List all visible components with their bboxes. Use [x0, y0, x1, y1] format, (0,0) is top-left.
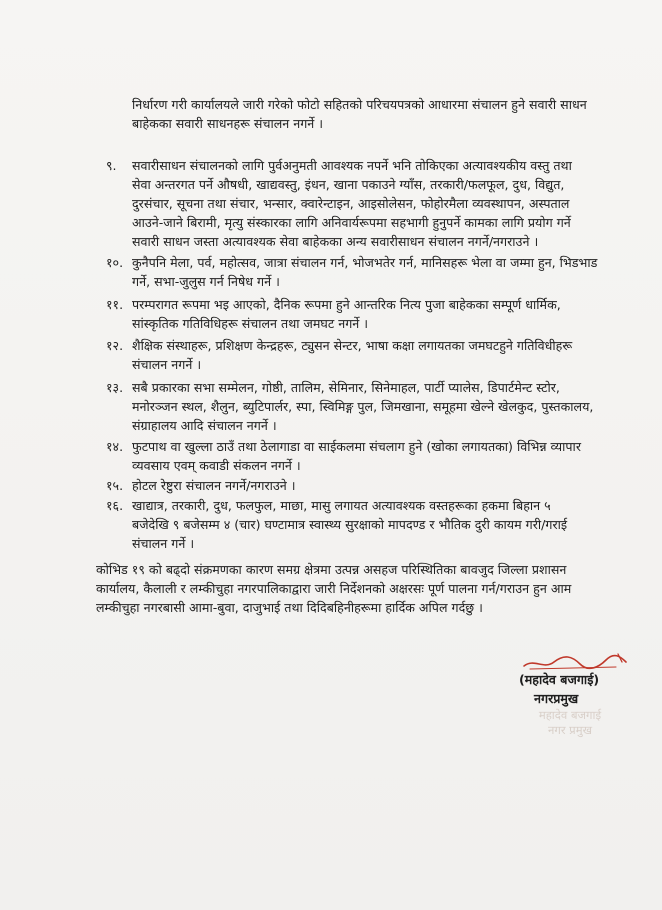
item-line: कुनैपनि मेला, पर्व, महोत्सव, जात्रा संचालन गर्न, भोजभतेर गर्न, मानिसहरू भेला वा जम्मा हुन, भिडभाड: [132, 255, 598, 270]
closing-line: कार्यालय, कैलाली र लम्कीचुहा नगरपालिकाद्वारा जारी निर्देशनको अक्षरसः पूर्ण पालना गर्न/गराउन हुन आम: [96, 581, 572, 596]
item-number: १३.: [106, 380, 124, 395]
item-line: सबै प्रकारका सभा सम्मेलन, गोष्ठी, तालिम, सेमिनार, सिनेमाहल, पार्टी प्यालेस, डिपार्टमेन्ट स्टोर,: [132, 380, 560, 395]
item-line: मनोरञ्जन स्थल, शैलुन, ब्युटिपार्लर, स्पा, स्विमिङ्ग पुल, जिमखाना, समूहमा खेल्ने खेलकुद, पुस्तकालय,: [132, 399, 594, 414]
item-line: गर्ने, सभा-जुलुस गर्न निषेध गर्ने ।: [132, 274, 280, 289]
item-line: बजेदेखि ९ बजेसम्म ४ (चार) घण्टामात्र स्वास्थ्य सुरक्षाको मापदण्ड र भौतिक दुरी कायम गरी/गराई: [132, 517, 568, 532]
item-line: होटल रेष्टुरा संचालन नगर्ने/नगराउने ।: [132, 478, 296, 493]
item-number: १६.: [106, 498, 124, 513]
item-line: दुरसंचार, सूचना तथा संचार, भन्सार, क्वारेन्टाइन, आइसोलेसन, फोहोरमैला व्यवस्थापन, अस्पताल: [132, 196, 570, 211]
item-line: खाद्यात्र, तरकारी, दुध, फलफुल, माछा, मासु लगायत अत्यावश्यक वस्तहरूका हकमा बिहान ५: [132, 498, 551, 513]
closing-line: लम्कीचुहा नगरबासी आमा-बुवा, दाजुभाई तथा दिदिबहिनीहरूमा हार्दिक अपिल गर्दछु ।: [96, 600, 483, 615]
signatory-title: नगरप्रमुख: [534, 691, 579, 706]
item-line: सांस्कृतिक गतिविधिहरू संचालन तथा जमघट नगर्ने ।: [132, 316, 369, 331]
item-number: ९.: [106, 158, 117, 173]
stamp-line: महादेव बजगाई: [538, 708, 602, 722]
item-number: ११.: [106, 297, 124, 312]
item-line: फुटपाथ वा खुल्ला ठाउँ तथा ठेलागाडा वा साईकलमा संचलाग हुने (खोका लगायतका) विभिन्न व्यापार: [132, 439, 581, 454]
item-number: १२.: [106, 338, 124, 353]
intro-line: निर्धारण गरी कार्यालयले जारी गरेको फोटो सहितको परिचयपत्रको आधारमा संचालन हुने सवारी साधन: [132, 97, 587, 112]
item-line: सेवा अन्तरगत पर्ने औषधी, खाद्यवस्तु, इंधन, खाना पकाउने ग्याँस, तरकारी/फलफूल, दुध, विद्युत,: [132, 177, 565, 192]
stamp-line: नगर प्रमुख: [547, 723, 593, 737]
item-number: १५.: [106, 478, 124, 493]
signatory-name: (महादेव बजगाई): [519, 672, 600, 687]
official-stamp: [505, 708, 635, 748]
item-line: संग्राहालय आदि संचालन नगर्ने ।: [132, 418, 277, 433]
item-line: आउने-जाने बिरामी, मृत्यु संस्कारका लागि अनिवार्यरूपमा सहभागी हुनुपर्ने कामका लागि प्रयोग गर्ने: [132, 215, 571, 230]
item-line: संचालन गर्ने ।: [132, 536, 195, 551]
item-line: सवारी साधन जस्ता अत्यावश्यक सेवा बाहेकका अन्य सवारीसाधन संचालन नगर्ने/नगराउने ।: [132, 234, 539, 249]
item-line: शैक्षिक संस्थाहरू, प्रशिक्षण केन्द्रहरू, ट्युसन सेन्टर, भाषा कक्षा लगायतका जमघटहुने गतिविधीहरू: [132, 338, 573, 353]
item-line: सवारीसाधन संचालनको लागि पुर्वअनुमती आवश्यक नपर्ने भनि तोकिएका अत्यावश्यकीय वस्तु तथा: [132, 158, 572, 173]
item-number: १४.: [106, 439, 124, 454]
item-line: परम्परागत रूपमा भइ आएको, दैनिक रूपमा हुने आन्तरिक नित्य पुजा बाहेकका सम्पूर्ण धार्मिक,: [132, 297, 561, 312]
item-line: संचालन नगर्ने ।: [132, 357, 202, 372]
intro-line: बाहेकका सवारी साधनहरू संचालन नगर्ने ।: [132, 116, 324, 131]
item-line: व्यवसाय एवम् कवाडी संकलन नगर्ने ।: [132, 458, 301, 473]
closing-line: कोभिड १९ को बढ्दो संक्रमणका कारण समग्र क्षेत्रमा उत्पन्न असहज परिस्थितिका बावजुद जिल्ला प्रशासन: [96, 562, 567, 577]
item-number: १०.: [106, 255, 124, 270]
